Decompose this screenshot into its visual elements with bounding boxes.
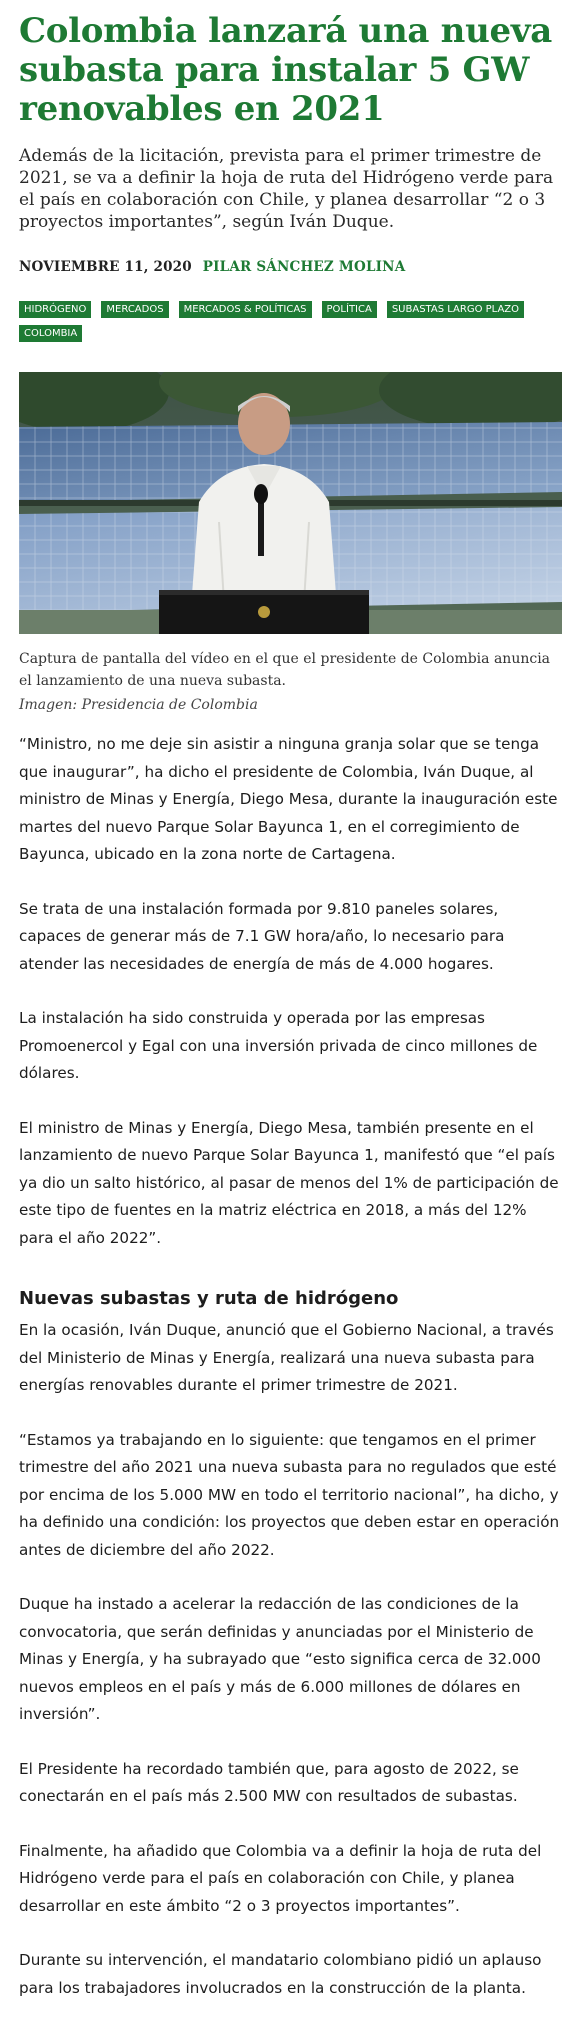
tag-hidrogeno[interactable]: HIDRÓGENO	[19, 301, 91, 318]
tag-mercados[interactable]: MERCADOS	[101, 301, 168, 318]
article-image	[19, 372, 562, 634]
paragraph: El Presidente ha recordado también que, para agosto de 2022, se conectarán en el país más 2.500 MW con resultados de subastas.	[19, 1759, 519, 1805]
paragraph: Finalmente, ha añadido que Colombia va a definir la hoja de ruta del Hidrógeno verde para el país en colaboración con Chile, y planea desarrollar en este ámbito “2 o 3 proyectos importantes”.	[19, 1841, 542, 1915]
tag-colombia[interactable]: COLOMBIA	[19, 325, 82, 342]
article-figure	[19, 372, 562, 713]
tag-mercados-politicas[interactable]: MERCADOS & POLÍTICAS	[179, 301, 312, 318]
paragraph: “Ministro, no me deje sin asistir a ninguna granja solar que se tenga que inaugurar”, ha dicho el presidente de Colombia, Iván Duque, al ministro de Minas y Energía, Diego Mesa, durante la inauguración este martes del nuevo Parque Solar Bayunca 1, en el corregimiento de Bayunca, ubicado en la zona norte de Cartagena.	[19, 735, 558, 863]
image-credit: Imagen: Presidencia de Colombia	[19, 697, 258, 713]
tag-list	[19, 297, 559, 345]
image-caption: Captura de pantalla del vídeo en el que el presidente de Colombia anuncia el lanzamiento de una nueva subasta.	[19, 651, 551, 689]
president-speech-image	[19, 372, 562, 634]
paragraph: El ministro de Minas y Energía, Diego Mesa, también presente en el lanzamiento de nuevo Parque Solar Bayunca 1, manifestó que “el país ya dio un salto histórico, al pasar de menos del 1% de participación de este tipo de fuentes en la matriz eléctrica en 2018, a más del 12% para el año 2022”.	[19, 1118, 559, 1247]
article-body	[19, 731, 562, 2002]
paragraph: Se trata de una instalación formada por 9.810 paneles solares, capaces de generar más de 7.1 GW hora/año, lo necesario para atender las necesidades de energía de más de 4.000 hogares.	[19, 899, 505, 973]
paragraph: En la ocasión, Iván Duque, anunció que el Gobierno Nacional, a través del Ministerio de Minas y Energía, realizará una nueva subasta para energías renovables durante el primer trimestre de 2021.	[19, 1321, 554, 1394]
paragraph: “Estamos ya trabajando en lo siguiente: que tengamos en el primer trimestre del año 2021 una nueva subasta para no regulados que esté por encima de los 5.000 MW en todo el territorio nacional”, ha dicho, y ha definido una condición: los proyectos que deben estar en operación antes de diciembre del año 2022.	[19, 1430, 560, 1559]
article-meta	[19, 259, 562, 275]
publish-date: NOVIEMBRE 11, 2020	[19, 259, 192, 275]
article-title: Colombia lanzará una nueva subasta para instalar 5 GW renovables en 2021	[19, 11, 553, 129]
paragraph: Durante su intervención, el mandatario colombiano pidió un aplauso para los trabajadores involucrados en la construcción de la planta.	[19, 1951, 542, 1997]
tag-subastas-largo-plazo[interactable]: SUBASTAS LARGO PLAZO	[387, 301, 524, 318]
author-link[interactable]: PILAR SÁNCHEZ MOLINA	[202, 259, 406, 275]
article-subtitle: Además de la licitación, prevista para el primer trimestre de 2021, se va a definir la hoja de ruta del Hidrógeno verde para el país en colaboración con Chile, y planea desarrollar “2 o 3 proyectos importantes”, según Iván Duque.	[19, 146, 554, 232]
section-heading: Nuevas subastas y ruta de hidrógeno	[19, 1288, 399, 1309]
paragraph: Duque ha instado a acelerar la redacción de las condiciones de la convocatoria, que serán definidas y anunciadas por el Ministerio de Minas y Energía, y ha subrayado que “esto significa cerca de 32.000 nuevos empleos en el país y más de 6.000 millones de dólares en inversión”.	[19, 1595, 541, 1723]
tag-politica[interactable]: POLÍTICA	[322, 301, 377, 318]
paragraph: La instalación ha sido construida y operada por las empresas Promoenercol y Egal con una inversión privada de cinco millones de dólares.	[19, 1009, 538, 1082]
